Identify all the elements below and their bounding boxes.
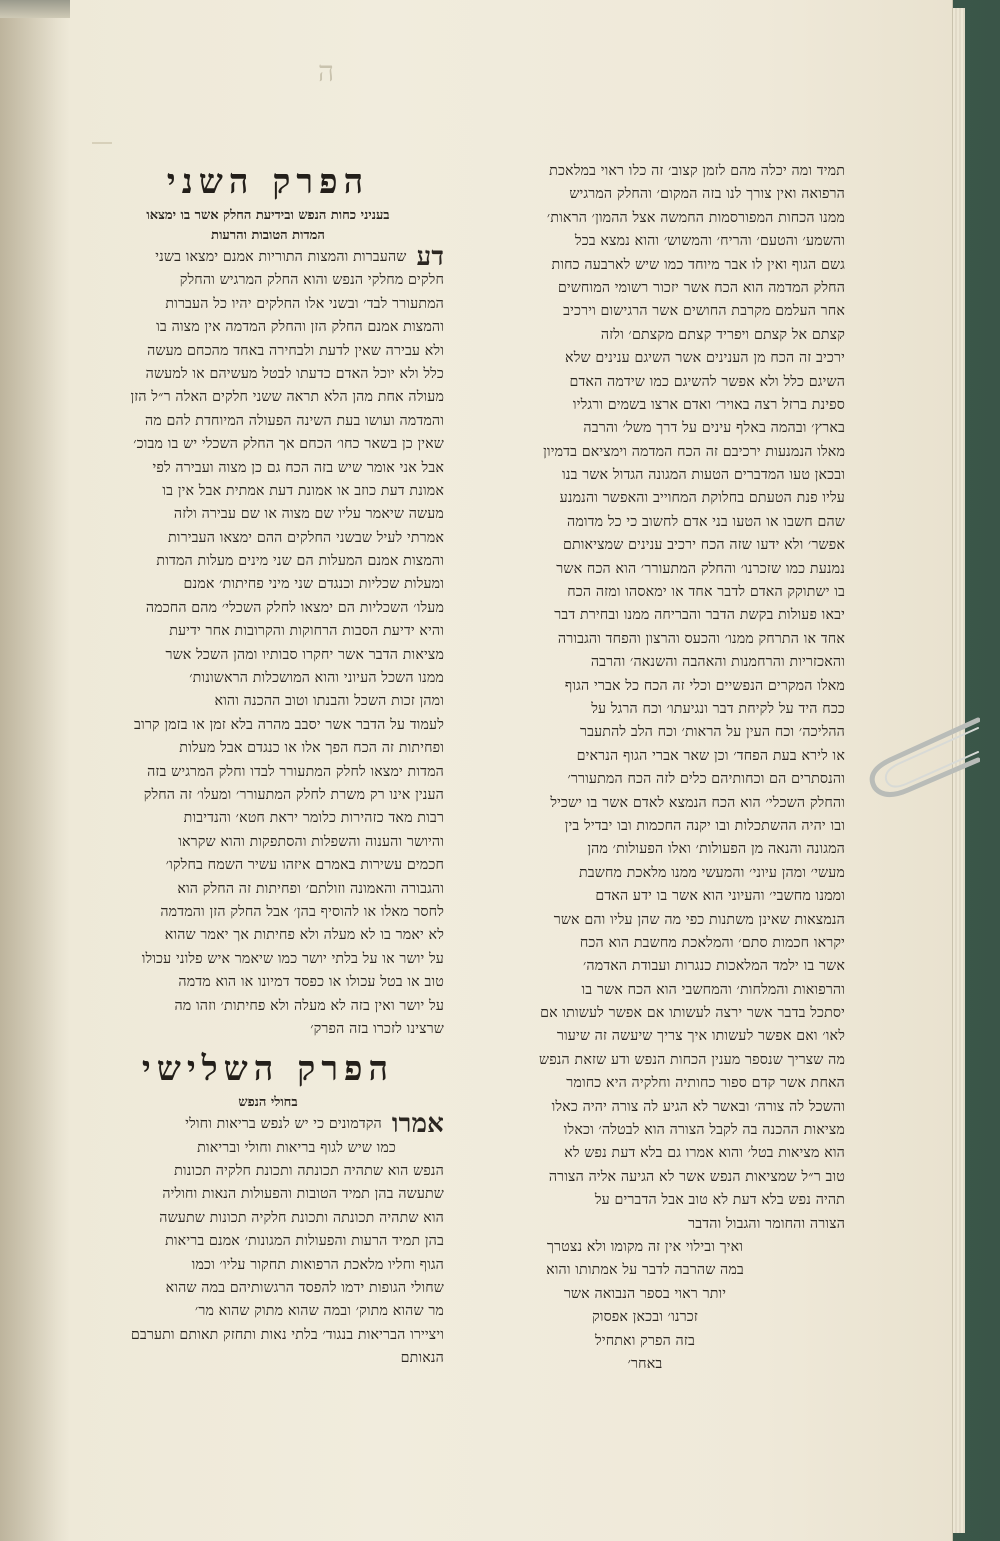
chapter-2-line: והיושר והענוה והשפלות והסתפקות והוא שקראו xyxy=(178,833,444,850)
chapter-2-line: מעשה שיאמר עליו שם מצוה או שם עבירה ולזה xyxy=(173,506,444,523)
right-column-line: הוא מציאות בטל׳ והוא אמרו גם בלא דעת נפש לא xyxy=(564,1145,845,1162)
corner-tab xyxy=(0,0,70,18)
chapter-3-line: בהן תמיד הרעות והפעולות המגונות׳ אמנם בריאות xyxy=(165,1233,444,1250)
chapter-2-subtitle-line: המדות הטובות והרעות xyxy=(211,228,325,243)
chapter-3-line: שתעשה בהן תמיד הטובות והפעולות הנאות וחוליה xyxy=(162,1186,444,1203)
chapter-2-line: שרצינו לזכרו בזה הפרק׳ xyxy=(310,1020,444,1037)
right-column-line: ירכיב זה הכח מן הענינים אשר השיגם ענינים שלא xyxy=(565,350,845,367)
right-column-line: תהיה נפש בלא דעת לא טוב אבל הדברים על xyxy=(594,1192,845,1209)
right-column-line: אשר בו ילמד המלאכות כנגרות ועבודת האדמה׳ xyxy=(582,958,845,975)
right-column-line: ממנו הכחות המפורסמות החמשה אצל ההמון׳ הראות׳ xyxy=(546,209,845,226)
chapter-2-line: אמונת דעת כוזב או אמונת דעת אמתית אבל אין בו xyxy=(162,482,444,499)
chapter-2-line: והיא ידיעת הסבות הרחוקות והקרובות אחר ידיעת xyxy=(169,623,444,640)
right-column-line: יבאו פעולות בקשת הדבר והבריחה ממנו ובחירת דבר xyxy=(554,607,845,624)
right-column-line: ההליכה׳ וכח העין על הראות׳ וכח הלב להתעבר xyxy=(579,724,845,741)
chapter-2-line: רבות מאד כזהירות כלומר יראת חטא׳ והנדיבות xyxy=(183,810,444,827)
right-column-line: מעשי׳ ומהן עיוני׳ והמעשי ממנו מלאכת מחשבת xyxy=(578,864,845,881)
chapter-2-line: לעמוד על הדבר אשר יסבב מהרה בלא זמן או בזמן קרוב xyxy=(134,716,444,733)
chapter-3-subtitle: בחולי הנפש xyxy=(238,1095,298,1111)
paperclip-icon xyxy=(860,700,980,800)
chapter-2-line: המדות ימצאו לחלק המתעורר לבדו וחלק המרגיש בזה xyxy=(147,763,444,780)
chapter-2-line: לחסר מאלו או להוסיף בהן׳ אבל החלק הזן והמדמה xyxy=(160,903,444,920)
right-column-line: או לירא בעת הפחד׳ וכן שאר אברי הגוף הנראים xyxy=(576,747,845,764)
right-column-line: הנמצאות שאינן משתנות כפי מה שהן עליו והם אשר xyxy=(553,911,845,928)
right-column-tail-line: ואיך ובילוי אין זה מקומו ולא נצטרך xyxy=(546,1238,744,1255)
right-column-line: האחת אשר קדם ספור כחותיה וחלקיה היא כחומר xyxy=(566,1075,845,1092)
chapter-2-line: ולא עבירה שאין לדעת ולבחירה באחד מהכחם מעשה xyxy=(147,342,444,359)
chapter-3-line: מר שהוא מתוק׳ ובמה שהוא מתוק שהוא מר׳ xyxy=(194,1303,444,1320)
right-column-line: אחר העלמם מקרבת החושים אשר הרגישום וירכיב xyxy=(563,303,845,320)
right-column-line: החלק המדמה הוא הכח אשר יזכור רשומי המוחשים xyxy=(557,279,845,296)
right-column-line: מציאות ההכנה בה לקבל הצורה הוא לבטלה׳ וכאלו xyxy=(563,1122,845,1139)
right-column-line: לאו׳ ואם אפשר לעשותו איך צריך שיעשה זה שיעור xyxy=(556,1028,845,1045)
right-column xyxy=(445,160,845,1376)
right-column-line: טוב ר״ל שמציאות הנפש אשר לא הגיעה אליה הצורה xyxy=(548,1168,845,1185)
right-column-line: עליו פנת הטעתם בחלוקת המחוייב והאפשר והנמנע xyxy=(559,490,845,507)
right-column-line: מה שצריך שנספר מענין הכחות הנפש ודע שזאת הנפש xyxy=(539,1051,845,1068)
right-column-line: יסתכל בדבר אשר ירצה לעשותו אם אפשר לעשותו אם xyxy=(540,1005,845,1022)
chapter-2-line: ופחיתות זה הכח הפך אלו או כנגדם אבל מעלות xyxy=(179,740,444,757)
right-column-line: בארץ׳ ובהמה באלף עינים על דרך משל׳ והרבה xyxy=(583,420,845,437)
right-column-line: והשכל לה צורה׳ ובאשר לא הגיע לה צורה יהיה כאלו xyxy=(551,1098,845,1115)
chapter-2-line: מציאות הדבר אשר יחקרו סבותיו ומהן השכל אשר xyxy=(165,646,444,663)
chapter-2-line: לא יאמר בו לא מעלה ולא פחיתות אך יאמר שהוא xyxy=(164,927,444,944)
right-column-line: בו ישתוקק האדם לדבר אחד או ימאסהו ומזה הכח xyxy=(567,584,845,601)
right-column-tail-line: בזה הפרק ואתחיל xyxy=(595,1332,695,1349)
chapter-3-title: הפרק השלישי xyxy=(141,1049,395,1090)
folio-number: ה xyxy=(318,55,335,88)
right-column-tail-line: יותר ראוי בספר הנבואה אשר xyxy=(563,1285,727,1302)
right-column-line: והרפואות והמלחות׳ והמחשבי הוא הכח אשר בו xyxy=(581,981,845,998)
chapter-2-line: כלל ולא יוכל האדם כדעתו לבטל מעשיהם או למעשה xyxy=(145,365,444,382)
right-column-line: ובכאן טעו המדברים הטעות המגונה הגדול אשר בנו xyxy=(562,467,845,484)
chapter-3-line: שחולי הגופות ידמו להפסד הרגשותיהם במה שהוא xyxy=(165,1280,444,1297)
right-column-line: והנסתרים הם וכחותיהם כלים לזה הכח המתעורר׳ xyxy=(567,771,845,788)
chapter-3-intro-1: כמו שיש לגוף בריאות וחולי ובריאות xyxy=(197,1139,396,1156)
right-column-line: נמנעת כמו שזכרנו׳ והחלק המתעורר׳ הוא הכח אשר xyxy=(556,560,845,577)
chapter-3-body xyxy=(92,1160,444,1371)
chapter-2-line: ומעלות שכליות וכנגדם שני מיני פחיתות׳ אמנם xyxy=(183,576,444,593)
right-column-line: ככח היד על לקיחת דבר ונגיעתו׳ וכח הרגל על xyxy=(591,700,845,717)
right-column-line: הצורה והחומר והגבול והדבר xyxy=(688,1215,845,1232)
chapter-2-line: על יושר ואין בזה לא מעלה ולא פחיתות׳ וזהו מה xyxy=(174,997,444,1014)
right-column-line: השיגם כלל ולא אפשר להשיגם כמו שידמה האדם xyxy=(569,373,845,390)
chapter-3-line: הוא שתהיה תכונתה ותכונת חלקיה תכונות שתעשה xyxy=(159,1209,444,1226)
right-column-line: ספינת ברזל רצה באויר׳ ואדם ארצו בשמים ורגליו xyxy=(572,396,845,413)
right-column-line: המגונה והנאה מן הפעולות׳ ואלו הפעולות׳ מהן xyxy=(587,841,845,858)
chapter-2-line: המתעורר לבד׳ ובשני אלו החלקים יהיו כל העברות xyxy=(165,295,444,312)
chapter-3-line: הגוף וחליו מלאכת הרפואות תחקור עליו׳ וכמו xyxy=(191,1256,444,1273)
chapter-2-title: הפרק השני xyxy=(166,162,370,202)
right-column-line: אחד או התרחק ממנו׳ והכעס והרצון והפחד והגבורה xyxy=(557,630,845,647)
margin-mark xyxy=(92,128,112,144)
right-column-tail-line: במה שהרבה לדבר על אמתותו והוא xyxy=(546,1262,744,1279)
right-column-line: והאכזריות והרחמנות והאהבה והשנאה׳ והרבה xyxy=(590,654,845,671)
chapter-2-line: והמצות אמנם המעלות הם שני מינים מעלות המדות xyxy=(156,553,444,570)
right-column-lines xyxy=(445,160,845,1236)
chapter-3-first-line xyxy=(92,1113,444,1136)
right-column-line: הרפואה ואין צורך לנו בזה המקום׳ והחלק המרגיש xyxy=(569,186,845,203)
chapter-2-line: הענין אינו רק משרת לחלק המתעורר׳ ומעלו׳ זה החלק xyxy=(143,786,444,803)
right-column-line: קצתם אל קצתם ויפריד קצתם מקצתם׳ ולזה xyxy=(600,326,845,343)
chapter-2-dropcap: דע xyxy=(416,246,444,270)
chapter-2-body xyxy=(92,269,444,1041)
chapter-2-subtitle-line: בעניני כחות הנפש ובידיעת החלק אשר בו ימצאו xyxy=(146,208,390,223)
chapter-2-line: טוב או בטל עכולו או כפסד דמיונו או הוא מדמה xyxy=(178,974,444,991)
right-column-line: וממנו מחשבי׳ והעיוני הוא אשר בו ידע האדם xyxy=(595,888,845,905)
chapter-2-line: שאין כן בשאר כחו׳ הכחם אך החלק השכלי יש בו מבוכ׳ xyxy=(133,436,444,453)
chapter-3-line: הנאותם xyxy=(400,1350,444,1367)
chapter-2-subtitle xyxy=(92,206,444,246)
right-column-tail-line: זכרנו׳ ובכאן אפסוק xyxy=(592,1309,698,1326)
right-column-line: והשמע׳ והטעם׳ והריח׳ והמשוש׳ והוא נמצא בכל xyxy=(574,233,845,250)
chapter-2-line: מעלו׳ השכליות הם ימצאו לחלק השכלי׳ מהם החכמה xyxy=(145,599,444,616)
chapter-2-line: אבל אני אומר שיש בזה הכח גם כן מצוה ועבירה לפי xyxy=(152,459,444,476)
gutter-shadow xyxy=(0,0,70,1541)
right-column-line: מאלו הנמנעות ירכיבם זה הכח המדמה וימציאם בדמיון xyxy=(543,443,845,460)
chapter-3-line: ויציירו הבריאות בנגוד׳ בלתי נאות ותחזק תאותם ותערבם xyxy=(130,1326,444,1343)
chapter-2-line: מעולה אחת מהן הלא תראה ששני חלקים האלה ר״ל הזן xyxy=(130,389,444,406)
chapter-2-line: אמרתי לעיל שבשני החלקים ההם ימצאו העבירות xyxy=(168,529,444,546)
chapter-2-line: והגבורה והאמונה וזולתם׳ ופחיתות זה החלק הוא xyxy=(177,880,444,897)
right-column-line: אפשר׳ ולא ידעו שזה הכח ירכיב ענינים שמציאותם xyxy=(562,537,845,554)
chapter-2-line: והמצות אמנם החלק הזן והחלק המדמה אין מצוה בו xyxy=(156,319,444,336)
chapter-2-line: חלקים מחלקי הנפש והוא החלק המרגיש והחלק xyxy=(179,272,444,289)
right-column-line: יקראו חכמות סתם׳ והמלאכת מחשבת הוא הכח xyxy=(579,934,845,951)
chapter-2-line: ממנו השכל העיוני והוא המושכלות הראשונות׳ xyxy=(189,670,444,687)
right-column-line: ובו יהיה ההשתכלות ובו יקנה החכמות ובו יבדיל בין xyxy=(564,817,845,834)
chapter-2-line-0: שהעברות והמצות התוריות אמנם ימצאו בשני xyxy=(155,249,407,265)
chapter-2-first-line xyxy=(92,246,444,269)
right-column-line: תמיד ומה יכלה מהם לזמן קצוב׳ זה כלו ראוי במלאכת xyxy=(549,163,845,179)
chapter-2-line: והמדמה ועושו בעת השינה הפעולה המיוחדת להם מה xyxy=(144,412,444,429)
chapter-2-line: ומהן זכות השכל והבנתו וטוב ההכנה והוא xyxy=(214,693,444,710)
right-column-line: גשם הגוף ואין לו אבר מיוחד כמו שיש לארבעה כחות xyxy=(551,256,845,273)
chapter-3-dropcap: אמרו xyxy=(391,1113,444,1137)
right-column-tail xyxy=(445,1236,845,1376)
left-column xyxy=(92,160,444,1371)
right-column-tail-line: באחר׳ xyxy=(627,1355,663,1372)
right-column-line: שהם חשבו או הטעו בני אדם לחשוב כי כל מדומה xyxy=(567,513,845,530)
right-column-line: והחלק השכלי׳ הוא הכח הנמצא לאדם אשר בו ישכיל xyxy=(550,794,845,811)
right-column-line: מאלו המקרים הנפשיים וכלי זה הכח כל אברי הגוף xyxy=(564,677,845,694)
chapter-2-line: חכמים עשירות באמרם איזהו עשיר השמח בחלקו׳ xyxy=(165,857,444,874)
chapter-2-line: על יושר או על בלתי יושר כמו שיאמר איש פלוני עכולו xyxy=(141,950,444,967)
chapter-3-line: הנפש הוא שתהיה תכונתה ותכונת חלקיה תכונות xyxy=(174,1163,444,1180)
chapter-3-intro-0: הקדמונים כי יש לנפש בריאות וחולי xyxy=(185,1116,382,1133)
